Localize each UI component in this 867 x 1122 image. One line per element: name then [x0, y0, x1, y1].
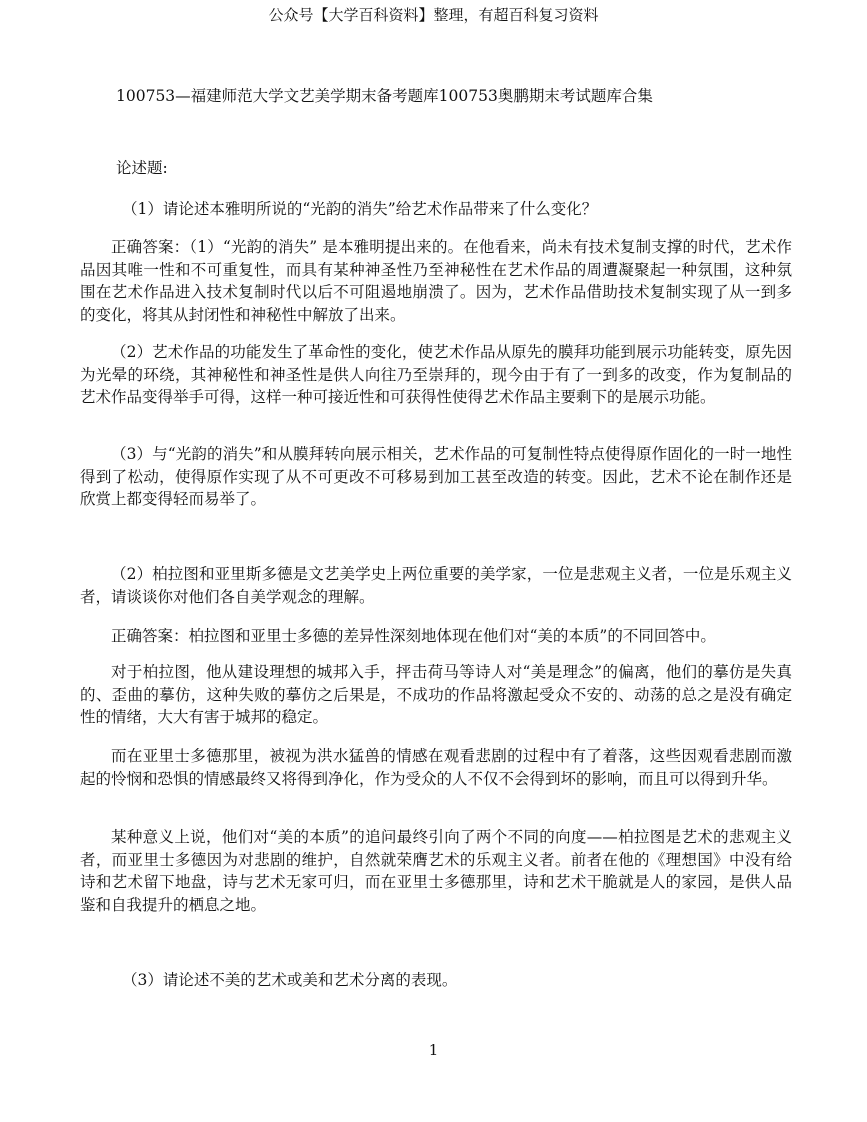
question-2: （2）柏拉图和亚里斯多德是文艺美学史上两位重要的美学家，一位是悲观主义者，一位是乐观主义者，请谈谈你对他们各自美学观念的理解。 — [80, 565, 792, 606]
q1-answer-paragraph-2: （2）艺术作品的功能发生了革命性的变化，使艺术作品从原先的膜拜功能到展示功能转变，原先因为光晕的环绕，其神秘性和神圣性是供人向往乃至崇拜的，现今由于有了一到多的改变，作为复制品的艺术作品变得举手可得，这样一种可接近性和可获得性使得艺术作品主要剩下的是展示功能。 — [80, 343, 792, 407]
q2-answer-paragraph-4: 某种意义上说，他们对“美的本质”的追问最终引向了两个不同的向度——柏拉图是艺术的悲观主义者，而亚里士多德因为对悲剧的维护，自然就荣膺艺术的乐观主义者。前者在他的《理想国》中没有给诗和艺术留下地盘，诗与艺术无家可归，而在亚里士多德那里，诗和艺术干脆就是人的家园，是供人品鉴和自我提升的栖息之地。 — [80, 828, 792, 914]
page-number: 1 — [428, 1041, 439, 1059]
q1-answer-paragraph-3: （3）与“光韵的消失”和从膜拜转向展示相关，艺术作品的可复制性特点使得原作固化的一时一地性得到了松动，使得原作实现了从不可更改不可移易到加工甚至改造的转变。因此，艺术不论在制作还是欣赏上都变得轻而易举了。 — [80, 445, 792, 509]
q2-answer-paragraph-2: 对于柏拉图，他从建设理想的城邦入手，抨击荷马等诗人对“美是理念”的偏离，他们的摹仿是失真的、歪曲的摹仿，这种失败的摹仿之后果是，不成功的作品将激起受众不安的、动荡的总之是没有确定性的情绪，大大有害于城邦的稳定。 — [80, 663, 792, 727]
q2-answer-paragraph-3: 而在亚里士多德那里，被视为洪水猛兽的情感在观看悲剧的过程中有了着落，这些因观看悲剧而激起的怜悯和恐惧的情感最终又将得到净化，作为受众的人不仅不会得到坏的影响，而且可以得到升华。 — [80, 747, 792, 788]
q1-answer-paragraph-1: 正确答案：（1）“光韵的消失” 是本雅明提出来的。在他看来，尚未有技术复制支撑的时代，艺术作品因其唯一性和不可重复性，而具有某种神圣性乃至神秘性在艺术作品的周遭凝聚起一种氛围，这种氛围在艺术作品进入技术复制时代以后不可阻遏地崩溃了。因为，艺术作品借助技术复制实现了从一到多的变化，将其从封闭性和神秘性中解放了出来。 — [80, 238, 792, 324]
section-label: 论述题: — [116, 159, 168, 177]
page-header: 公众号【大学百科资料】整理，有超百科复习资料 — [268, 6, 599, 24]
question-3: （3）请论述不美的艺术或美和艺术分离的表现。 — [122, 971, 458, 989]
question-1: （1）请论述本雅明所说的“光韵的消失”给艺术作品带来了什么变化？ — [122, 200, 598, 218]
document-title: 100753—福建师范大学文艺美学期末备考题库100753奥鹏期末考试题库合集 — [116, 87, 653, 105]
q2-answer-paragraph-1: 正确答案：柏拉图和亚里士多德的差异性深刻地体现在他们对“美的本质”的不同回答中。 — [111, 627, 716, 645]
